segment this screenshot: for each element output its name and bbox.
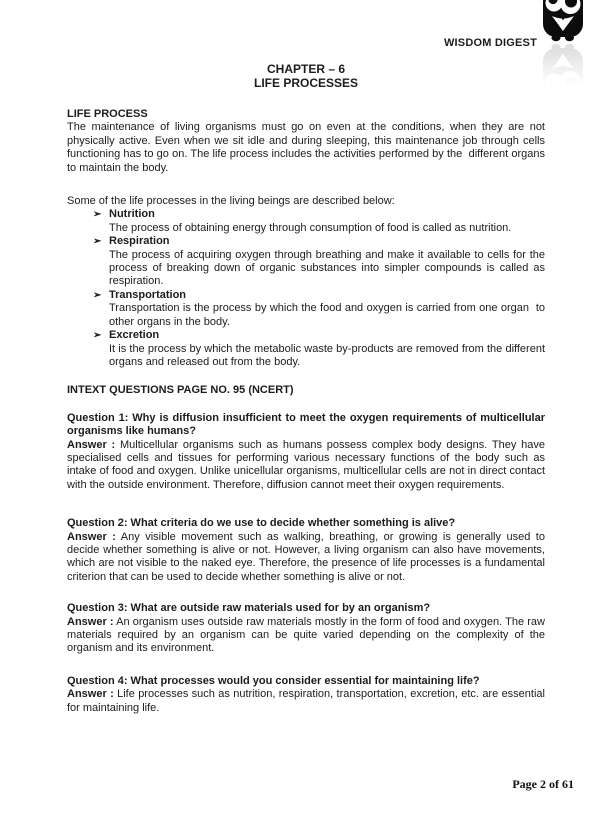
arrow-bullet-icon: ➢ [93,289,102,301]
answer-label: Answer : [67,688,114,701]
question-text: Question 4: What processes would you consider essential for maintaining life? [67,674,480,687]
arrow-bullet-icon: ➢ [93,236,102,248]
answer-label: Answer : [67,615,114,628]
processes-intro: Some of the life processes in the living beings are described below: [67,195,395,208]
arrow-bullet-icon: ➢ [93,209,102,221]
question-block-3 [67,602,545,656]
question-text: Question 1: Why is diffusion insufficient to meet the oxygen requirements of multicellular organisms like humans? [67,411,545,438]
question-block-2 [67,517,545,584]
list-item-respiration [67,235,545,289]
chapter-name: LIFE PROCESSES [253,75,359,90]
process-term: Nutrition [109,208,155,221]
list-item-excretion [67,329,545,369]
list-item-transportation [67,289,545,329]
answer-label: Answer : [67,438,116,451]
intext-questions-heading: INTEXT QUESTIONS PAGE NO. 95 (NCERT) [67,384,294,397]
list-item-nutrition [67,208,545,235]
chapter-number: CHAPTER – 6 [266,62,346,76]
owl-icon [540,0,586,43]
life-process-heading: LIFE PROCESS [67,108,148,120]
process-description: The process of obtaining energy through consumption of food is called as nutrition. [109,221,512,234]
question-block-4 [67,675,545,715]
page-number: Page 2 of 61 [512,777,574,791]
page-content [67,0,545,715]
process-description: The process of acquiring oxygen through breathing and make it available to cells for the process of breaking down of organic substances into simpler compounds is called as respiration. [109,248,545,288]
process-term: Transportation [109,288,187,301]
process-description: Transportation is the process by which the food and oxygen is carried from one organ to other organs in the body. [109,302,545,328]
process-description: It is the process by which the metabolic waste by-products are removed from the different organs and released out from the body. [109,342,545,368]
answer-text: Life processes such as nutrition, respiration, transportation, excretion, etc. are essential for maintaining life. [67,688,545,714]
process-term: Respiration [109,235,170,248]
answer-text: Any visible movement such as walking, breathing, or growing is generally used to decide whether something is alive or not. However, a living organism can also have movements, which are not visible to the naked eye. Therefore, the presence of life processes is a fundamental criterion that can be used to decide whether something is alive or not. [67,530,545,583]
question-text: Question 2: What criteria do we use to decide whether something is alive? [67,517,456,530]
answer-label: Answer : [67,530,116,543]
brand-name: WISDOM DIGEST [443,37,537,49]
chapter-title-block [67,63,545,90]
question-block-1 [67,412,545,492]
answer-text: Multicellular organisms such as humans possess complex body designs. They have specialised cells and tissues for performing various necessary functions of the body such as intake of food and oxygen. Unlike unicellular organisms, multicellular cells are not in direct contact with the outside environment. Therefore, diffusion cannot meet their oxygen requirements. [67,438,545,491]
question-text: Question 3: What are outside raw materials used for by an organism? [67,602,431,615]
process-term: Excretion [109,329,160,342]
arrow-bullet-icon: ➢ [93,330,102,342]
answer-text: An organism uses outside raw materials mostly in the form of food and oxygen. The raw materials required by an organism can be quite varied depending on the complexity of the organism and its environment. [67,615,545,655]
life-process-paragraph: The maintenance of living organisms must go on even at the conditions, when they are not physically active. Even when we sit idle and during sleeping, this maintenance job through cells functioning has to go on. The life process includes the activities performed by the different organs to maintain the body. [67,121,545,174]
